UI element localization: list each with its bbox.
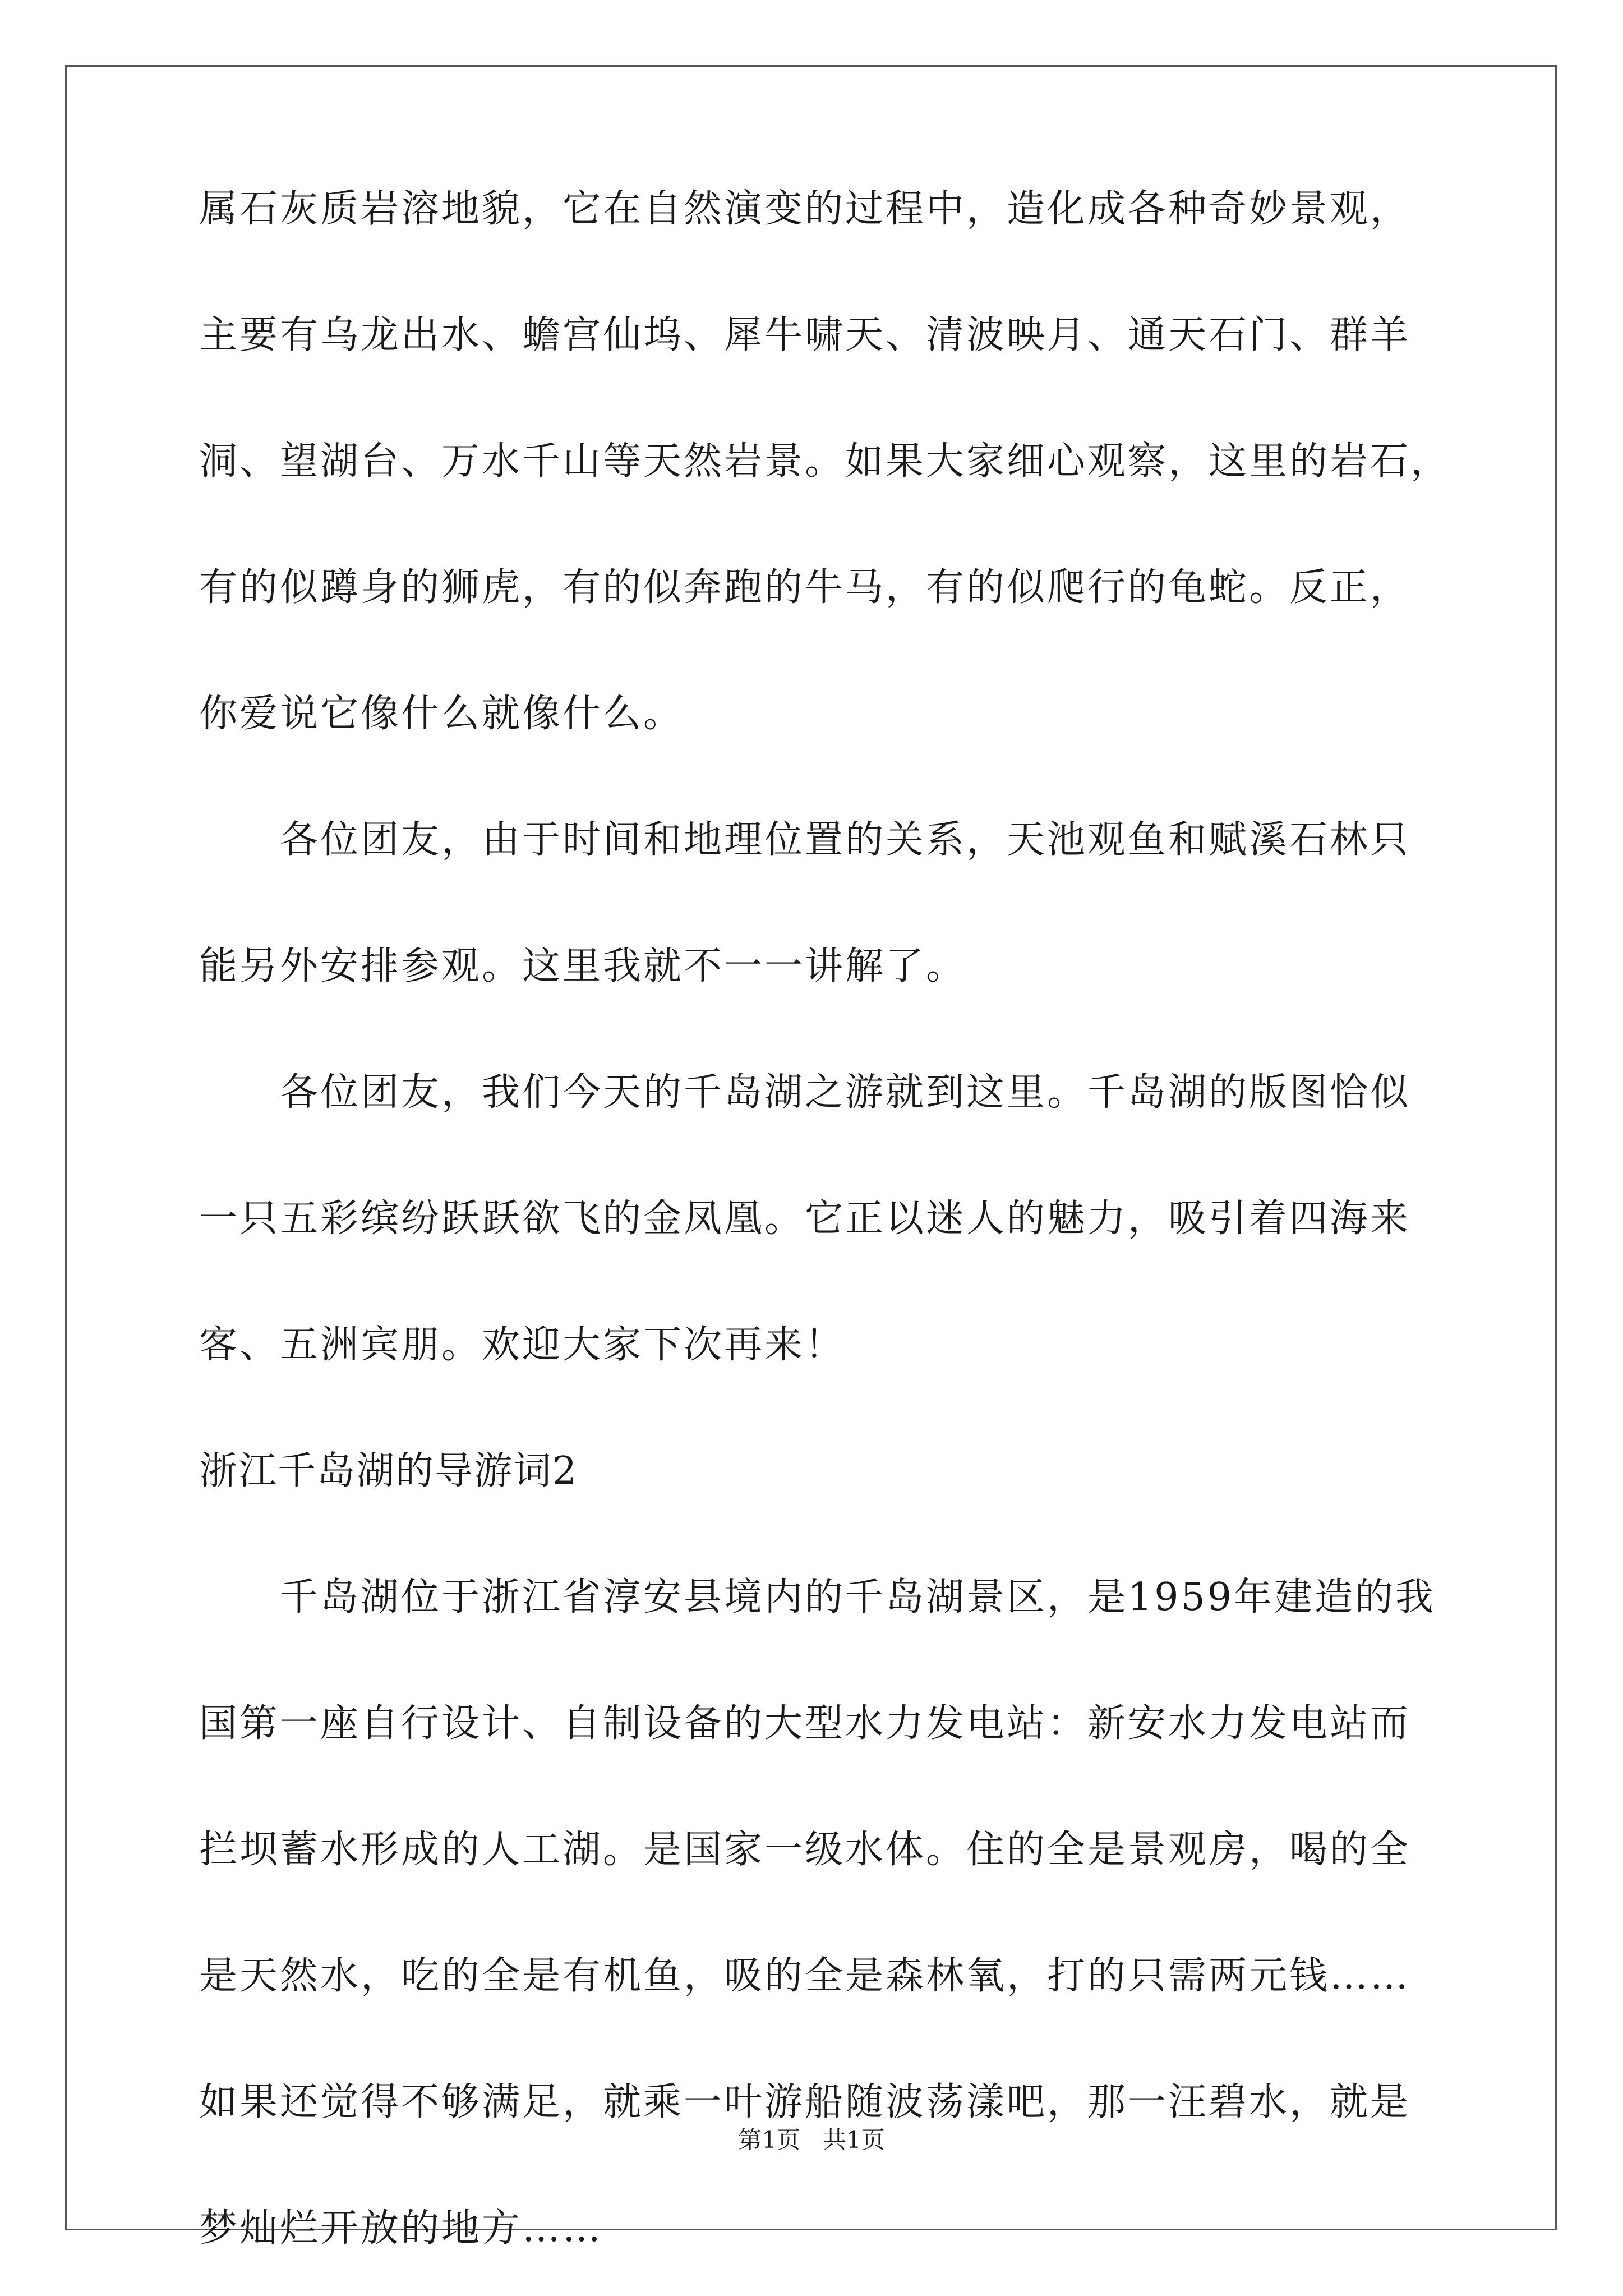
- paragraph-line: 主要有乌龙出水、蟾宫仙坞、犀牛啸天、清波映月、通天石门、群羊: [199, 313, 1411, 357]
- paragraph: [199, 819, 1427, 987]
- paragraph-line: 各位团友，我们今天的千岛湖之游就到这里。千岛湖的版图恰似: [280, 1070, 1411, 1115]
- document-body: [199, 187, 1451, 2251]
- paragraph-line: 拦坝蓄水形成的人工湖。是国家一级水体。住的全是景观房，喝的全: [199, 1828, 1411, 1872]
- paragraph-line: 有的似蹲身的狮虎，有的似奔跑的牛马，有的似爬行的龟蛇。反正，: [199, 565, 1411, 610]
- page-footer: 第1页 共1页: [738, 2126, 885, 2154]
- paragraph: [199, 187, 1451, 736]
- paragraph-line: 如果还觉得不够满足，就乘一叶游船随波荡漾吧，那一汪碧水，就是: [199, 2080, 1411, 2124]
- paragraph-line: 你爱说它像什么就像什么。: [199, 692, 684, 736]
- section-heading: 浙江千岛湖的导游词2: [199, 1449, 578, 1493]
- paragraph-line: 梦灿烂开放的地方……: [199, 2206, 603, 2251]
- paragraph-line: 能另外安排参观。这里我就不一一讲解了。: [199, 944, 967, 988]
- paragraph-line: 客、五洲宾朋。欢迎大家下次再来！: [199, 1323, 846, 1367]
- paragraph-line: 各位团友，由于时间和地理位置的关系，天池观鱼和赋溪石林只: [280, 818, 1411, 862]
- paragraph: [199, 1071, 1427, 1366]
- paragraph-line: 洞、望湖台、万水千山等天然岩景。如果大家细心观察，这里的岩石，: [199, 439, 1451, 484]
- paragraph-line: 国第一座自行设计、自制设备的大型水力发电站：新安水力发电站而: [199, 1701, 1411, 1746]
- paragraph-line: 一只五彩缤纷跃跃欲飞的金凤凰。它正以迷人的魅力，吸引着四海来: [199, 1197, 1411, 1241]
- paragraph-line: 是天然水，吃的全是有机鱼，吸的全是森林氧，打的只需两元钱……: [199, 1954, 1411, 1998]
- paragraph-line: 千岛湖位于浙江省淳安县境内的千岛湖景区，是1959年建造的我: [280, 1575, 1436, 1619]
- paragraph-line: 属石灰质岩溶地貌，它在自然演变的过程中，造化成各种奇妙景观，: [199, 187, 1411, 231]
